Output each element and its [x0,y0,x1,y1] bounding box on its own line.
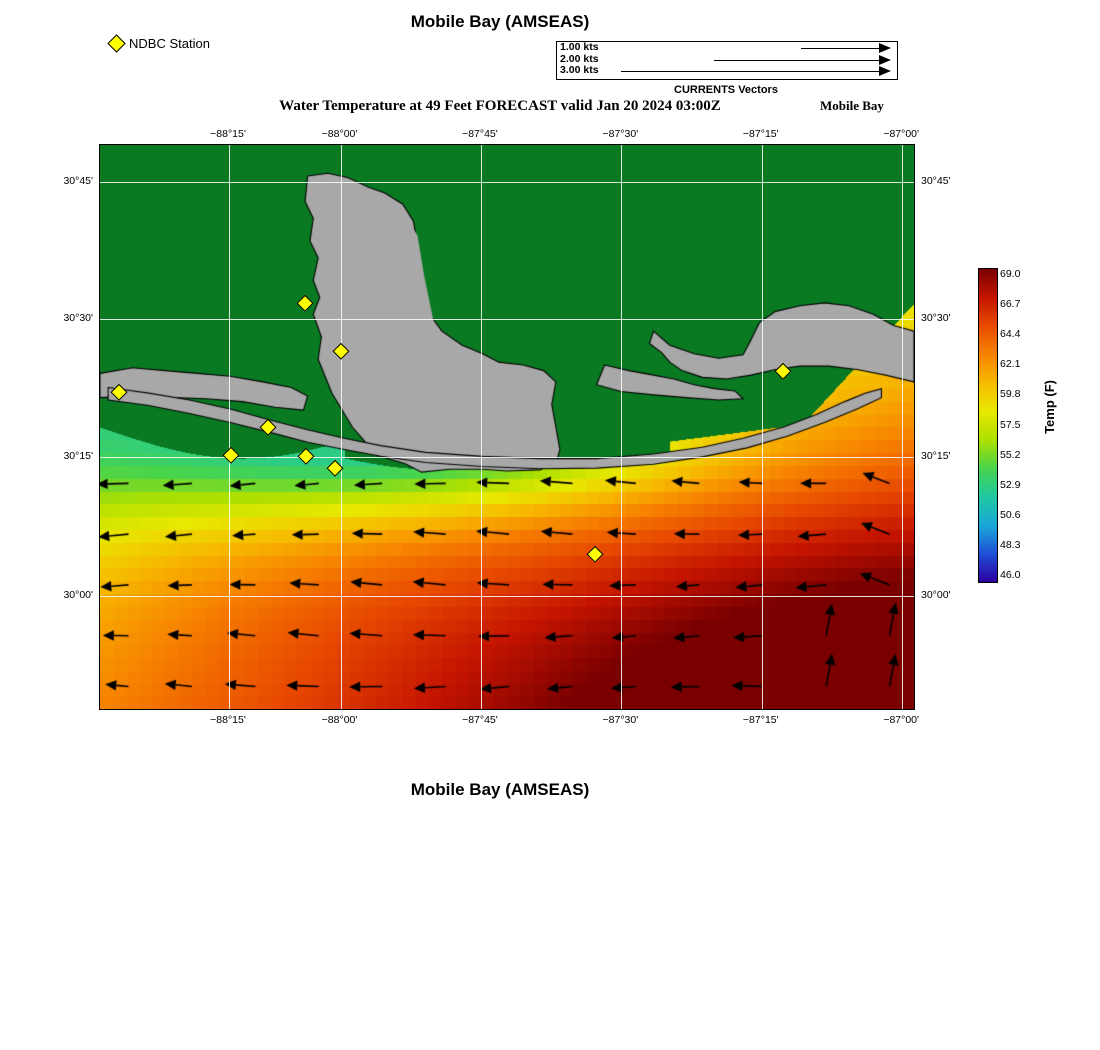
lat-tick-label-left: 30°00' [63,588,93,601]
vector-key-line [621,71,879,72]
colorbar-tick-label: 66.7 [1000,298,1021,311]
bottom-title: Mobile Bay (AMSEAS) [410,780,590,799]
graticule-parallel [100,182,914,183]
graticule-meridian [481,145,482,709]
vector-key-line [714,60,879,61]
vector-key-label: 2.00 kts [560,52,599,65]
lon-tick-label-bottom: −88°15' [210,714,246,726]
lon-tick-label-bottom: −88°00' [321,714,358,726]
graticule-meridian [229,145,230,709]
diamond-marker-icon [107,34,125,52]
vector-key-row [557,54,897,66]
graticule-parallel [100,596,914,597]
lat-tick-label-left: 30°15' [63,450,93,463]
page-title: Mobile Bay (AMSEAS) [410,12,590,31]
vector-arrow-icon [879,66,891,76]
graticule-parallel [100,319,914,320]
vector-key-row [557,65,897,77]
vector-key-caption: CURRENTS Vectors [674,84,778,96]
colorbar-tick-label: 50.6 [1000,508,1021,521]
lon-tick-label-bottom: −87°45' [462,714,498,726]
colorbar-tick-label: 59.8 [1000,388,1021,401]
lat-tick-label-right: 30°45' [921,174,951,187]
colorbar-tick-label: 64.4 [1000,328,1021,341]
vector-key-row [557,42,897,54]
colorbar-tick-label: 55.2 [1000,448,1021,461]
colorbar-tick-label: 69.0 [1000,268,1021,280]
lon-tick-label-bottom: −87°00' [883,714,920,726]
colorbar-title: Temp (F) [1042,380,1057,434]
region-label: Mobile Bay [820,98,884,113]
graticule-meridian [902,145,903,709]
vector-key-line [801,48,879,49]
ndbc-legend-label: NDBC Station [129,36,210,51]
lat-tick-label-right: 30°00' [921,588,951,601]
vector-arrow-icon [879,55,891,65]
lon-tick-label-top: −87°45' [462,128,498,140]
currents-vector-key [556,41,898,80]
lat-tick-label-left: 30°45' [63,174,93,187]
lon-tick-label-top: −88°15' [210,128,246,140]
lon-tick-label-top: −87°30' [602,128,639,140]
map-plot-area[interactable] [99,144,915,710]
vector-arrow-icon [879,43,891,53]
lat-tick-label-right: 30°30' [921,311,951,324]
colorbar-gradient [978,268,998,583]
graticule-meridian [762,145,763,709]
lon-tick-label-bottom: −87°15' [742,714,779,726]
forecast-subtitle: Water Temperature at 49 Feet FORECAST valid Jan 20 2024 03:00Z [279,98,721,114]
graticule-parallel [100,457,914,458]
vector-key-label: 3.00 kts [560,64,599,76]
lon-tick-label-bottom: −87°30' [602,714,639,726]
colorbar-tick-label: 62.1 [1000,358,1021,371]
lon-tick-label-top: −88°00' [321,128,358,140]
colorbar-tick-label: 46.0 [1000,569,1021,581]
lon-tick-label-top: −87°00' [883,128,920,140]
map-raster-canvas [100,145,914,709]
lat-tick-label-right: 30°15' [921,450,951,463]
graticule-meridian [621,145,622,709]
graticule-meridian [341,145,342,709]
lat-tick-label-left: 30°30' [63,311,93,324]
colorbar-tick-label: 57.5 [1000,418,1021,431]
lon-tick-label-top: −87°15' [742,128,779,140]
colorbar-tick-label: 48.3 [1000,538,1021,551]
ndbc-station-legend [110,36,210,51]
vector-key-label: 1.00 kts [560,41,599,53]
colorbar-tick-label: 52.9 [1000,478,1021,491]
